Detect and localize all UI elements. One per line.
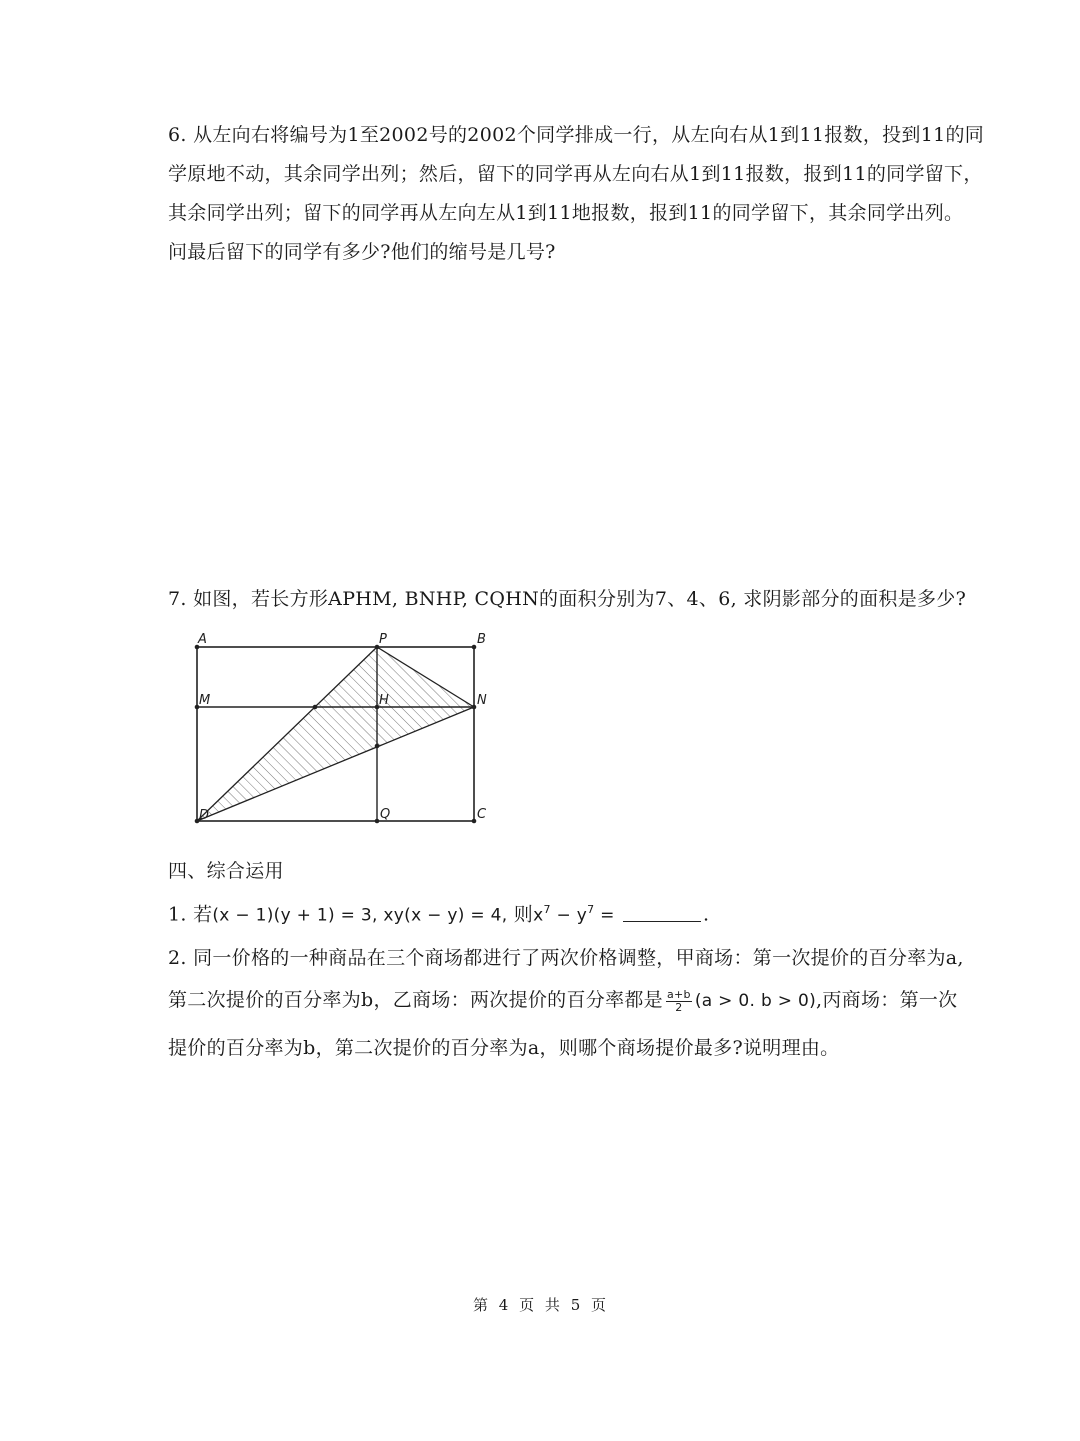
point-dp-mn xyxy=(313,705,318,710)
label-d: D xyxy=(199,808,210,823)
label-p: P xyxy=(379,632,387,647)
point-q xyxy=(375,819,380,824)
q1-end: . xyxy=(703,903,710,926)
q6-line-1: 6. 从左向右将编号为1至2002号的2002个同学排成一行，从左向右从1到11报数，投到11的同 xyxy=(168,124,985,146)
q1-expr2c: = xyxy=(594,905,615,926)
shaded-triangle xyxy=(197,647,474,821)
label-b: B xyxy=(477,632,486,647)
q1-expr2a: x xyxy=(533,905,544,926)
label-c: C xyxy=(477,807,487,822)
fraction-numerator: a+b xyxy=(666,987,691,1001)
section-4-q2-line-2 xyxy=(168,986,957,1015)
footer-text-3: 共 xyxy=(544,1296,561,1314)
fraction-a-plus-b-over-2 xyxy=(666,989,692,1014)
footer-text-1: 第 xyxy=(472,1296,489,1314)
point-c xyxy=(472,819,477,824)
label-m: M xyxy=(199,693,211,708)
point-dn-pq xyxy=(375,744,380,749)
label-a: A xyxy=(198,632,207,647)
label-n: N xyxy=(477,693,487,708)
footer-text-2: 页 xyxy=(519,1296,536,1314)
q2-line2-prefix: 第二次提价的百分率为b，乙商场：两次提价的百分率都是 xyxy=(168,989,663,1011)
answer-blank xyxy=(623,903,701,922)
total-page-number: 5 xyxy=(570,1296,582,1314)
q6-line-4: 问最后留下的同学有多少?他们的缩号是几号? xyxy=(168,241,556,263)
q1-expr1: (x − 1)(y + 1) = 3, xy(x − y) = 4, xyxy=(212,905,508,926)
point-n xyxy=(472,705,477,710)
label-q: Q xyxy=(380,807,391,822)
q1-exp1: 7 xyxy=(543,903,551,916)
q1-prefix: 1. 若 xyxy=(168,903,213,926)
section-4-title: 四、综合运用 xyxy=(168,860,284,882)
current-page-number: 4 xyxy=(498,1296,510,1314)
page-footer xyxy=(0,1294,1080,1315)
section-4-q2-line-3: 提价的百分率为b，第二次提价的百分率为a，则哪个商场提价最多?说明理由。 xyxy=(168,1037,840,1059)
label-h: H xyxy=(379,693,389,708)
q6-line-2: 学原地不动，其余同学出列；然后，留下的同学再从左向右从1到11报数，报到11的同学留下， xyxy=(168,163,983,185)
rectangle-diagram xyxy=(180,625,500,835)
section-4-q2-line-1: 2. 同一价格的一种商品在三个商场都进行了两次价格调整，甲商场：第一次提价的百分率为a, xyxy=(168,947,964,969)
point-b xyxy=(472,645,477,650)
question-7-text: 7. 如图，若长方形APHM, BNHP, CQHN的面积分别为7、4、6, 求阴影部分的面积是多少? xyxy=(168,588,967,610)
q6-line-3: 其余同学出列；留下的同学再从左向左从1到11地报数，报到11的同学留下，其余同学出列。 xyxy=(168,202,964,224)
footer-text-4: 页 xyxy=(591,1296,608,1314)
q2-line2-suffix: ,丙商场：第一次 xyxy=(816,989,958,1011)
q2-condition: (a > 0. b > 0) xyxy=(694,991,817,1011)
fraction-denominator: 2 xyxy=(675,1000,683,1014)
q1-exp2: 7 xyxy=(587,903,595,916)
q1-expr2b: − y xyxy=(550,905,588,926)
q1-mid: 则 xyxy=(507,903,534,926)
section-4-q1 xyxy=(168,896,709,929)
